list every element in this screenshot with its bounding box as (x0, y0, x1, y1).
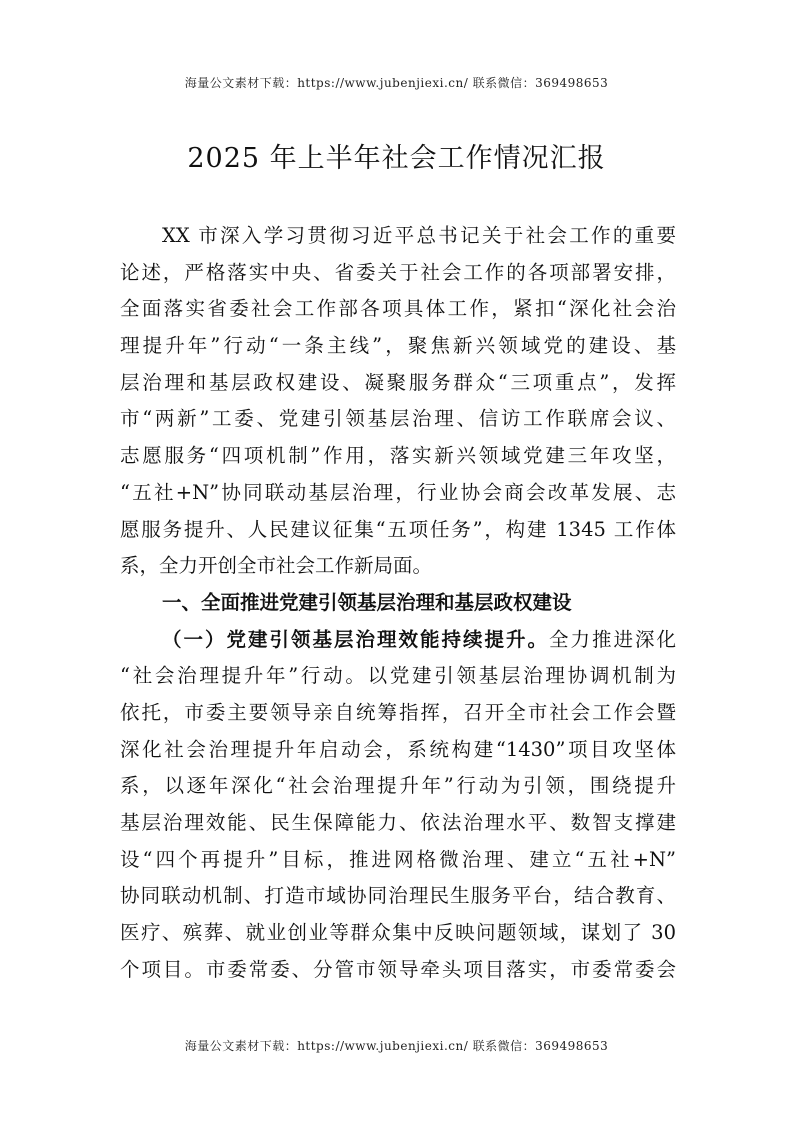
section-paragraph-line: 协同联动机制、打造市域协同治理民生服务平台，结合教育、 (120, 884, 676, 908)
section-paragraph-line: 设“四个再提升”目标，推进网格微治理、建立“五社+N” (120, 847, 676, 871)
intro-line: 愿服务提升、人民建议征集“五项任务”，构建 1345 工作体 (120, 517, 676, 541)
intro-line: “五社+N”协同联动基层治理，行业协会商会改革发展、志 (120, 480, 676, 504)
section-paragraph-line: 深化社会治理提升年启动会，系统构建“1430”项目攻坚体 (120, 737, 676, 761)
document-body (120, 218, 676, 988)
section-paragraph-line: 系，以逐年深化“社会治理提升年”行动为引领，围绕提升 (120, 774, 676, 798)
intro-line: 系，全力开创全市社会工作新局面。 (120, 554, 433, 578)
intro-line: 全面落实省委社会工作部各项具体工作，紧扣“深化社会治 (120, 297, 676, 321)
section-paragraph-line (120, 622, 676, 659)
section-line-text: 全力推进深化 (548, 627, 676, 651)
intro-line: 市“两新”工委、党建引领基层治理、信访工作联席会议、 (120, 407, 676, 431)
section-paragraph-line: 依托，市委主要领导亲自统筹指挥，召开全市社会工作会暨 (120, 700, 676, 724)
page-footer: 海量公文素材下载：https://www.jubenjiexi.cn/ 联系微信：369498653 (184, 1039, 609, 1053)
intro-line: 论述，严格落实中央、省委关于社会工作的各项部署安排， (120, 260, 676, 284)
intro-line: 志愿服务“四项机制”作用，落实新兴领域党建三年攻坚， (120, 444, 676, 468)
section-paragraph-line: “社会治理提升年”行动。以党建引领基层治理协调机制为 (120, 664, 676, 688)
section-paragraph-line: 个项目。市委常委、分管市领导牵头项目落实，市委常委会 (120, 957, 676, 981)
section-heading: 一、全面推进党建引领基层治理和基层政权建设 (162, 590, 572, 614)
section-paragraph-line: 医疗、殡葬、就业创业等群众集中反映问题领域，谋划了 30 (120, 921, 676, 945)
section-paragraph-line: 基层治理效能、民生保障能力、依法治理水平、数智支撑建 (120, 811, 676, 834)
document-title: 2025 年上半年社会工作情况汇报 (187, 143, 606, 174)
section-sub-heading: （一）党建引领基层治理效能持续提升。 (162, 627, 549, 651)
page-header: 海量公文素材下载：https://www.jubenjiexi.cn/ 联系微信：369498653 (184, 76, 609, 90)
intro-line: XX 市深入学习贯彻习近平总书记关于社会工作的重要 (162, 224, 676, 247)
intro-line: 层治理和基层政权建设、凝聚服务群众“三项重点”，发挥 (120, 370, 676, 394)
intro-line: 理提升年”行动“一条主线”，聚焦新兴领域党的建设、基 (120, 334, 676, 358)
